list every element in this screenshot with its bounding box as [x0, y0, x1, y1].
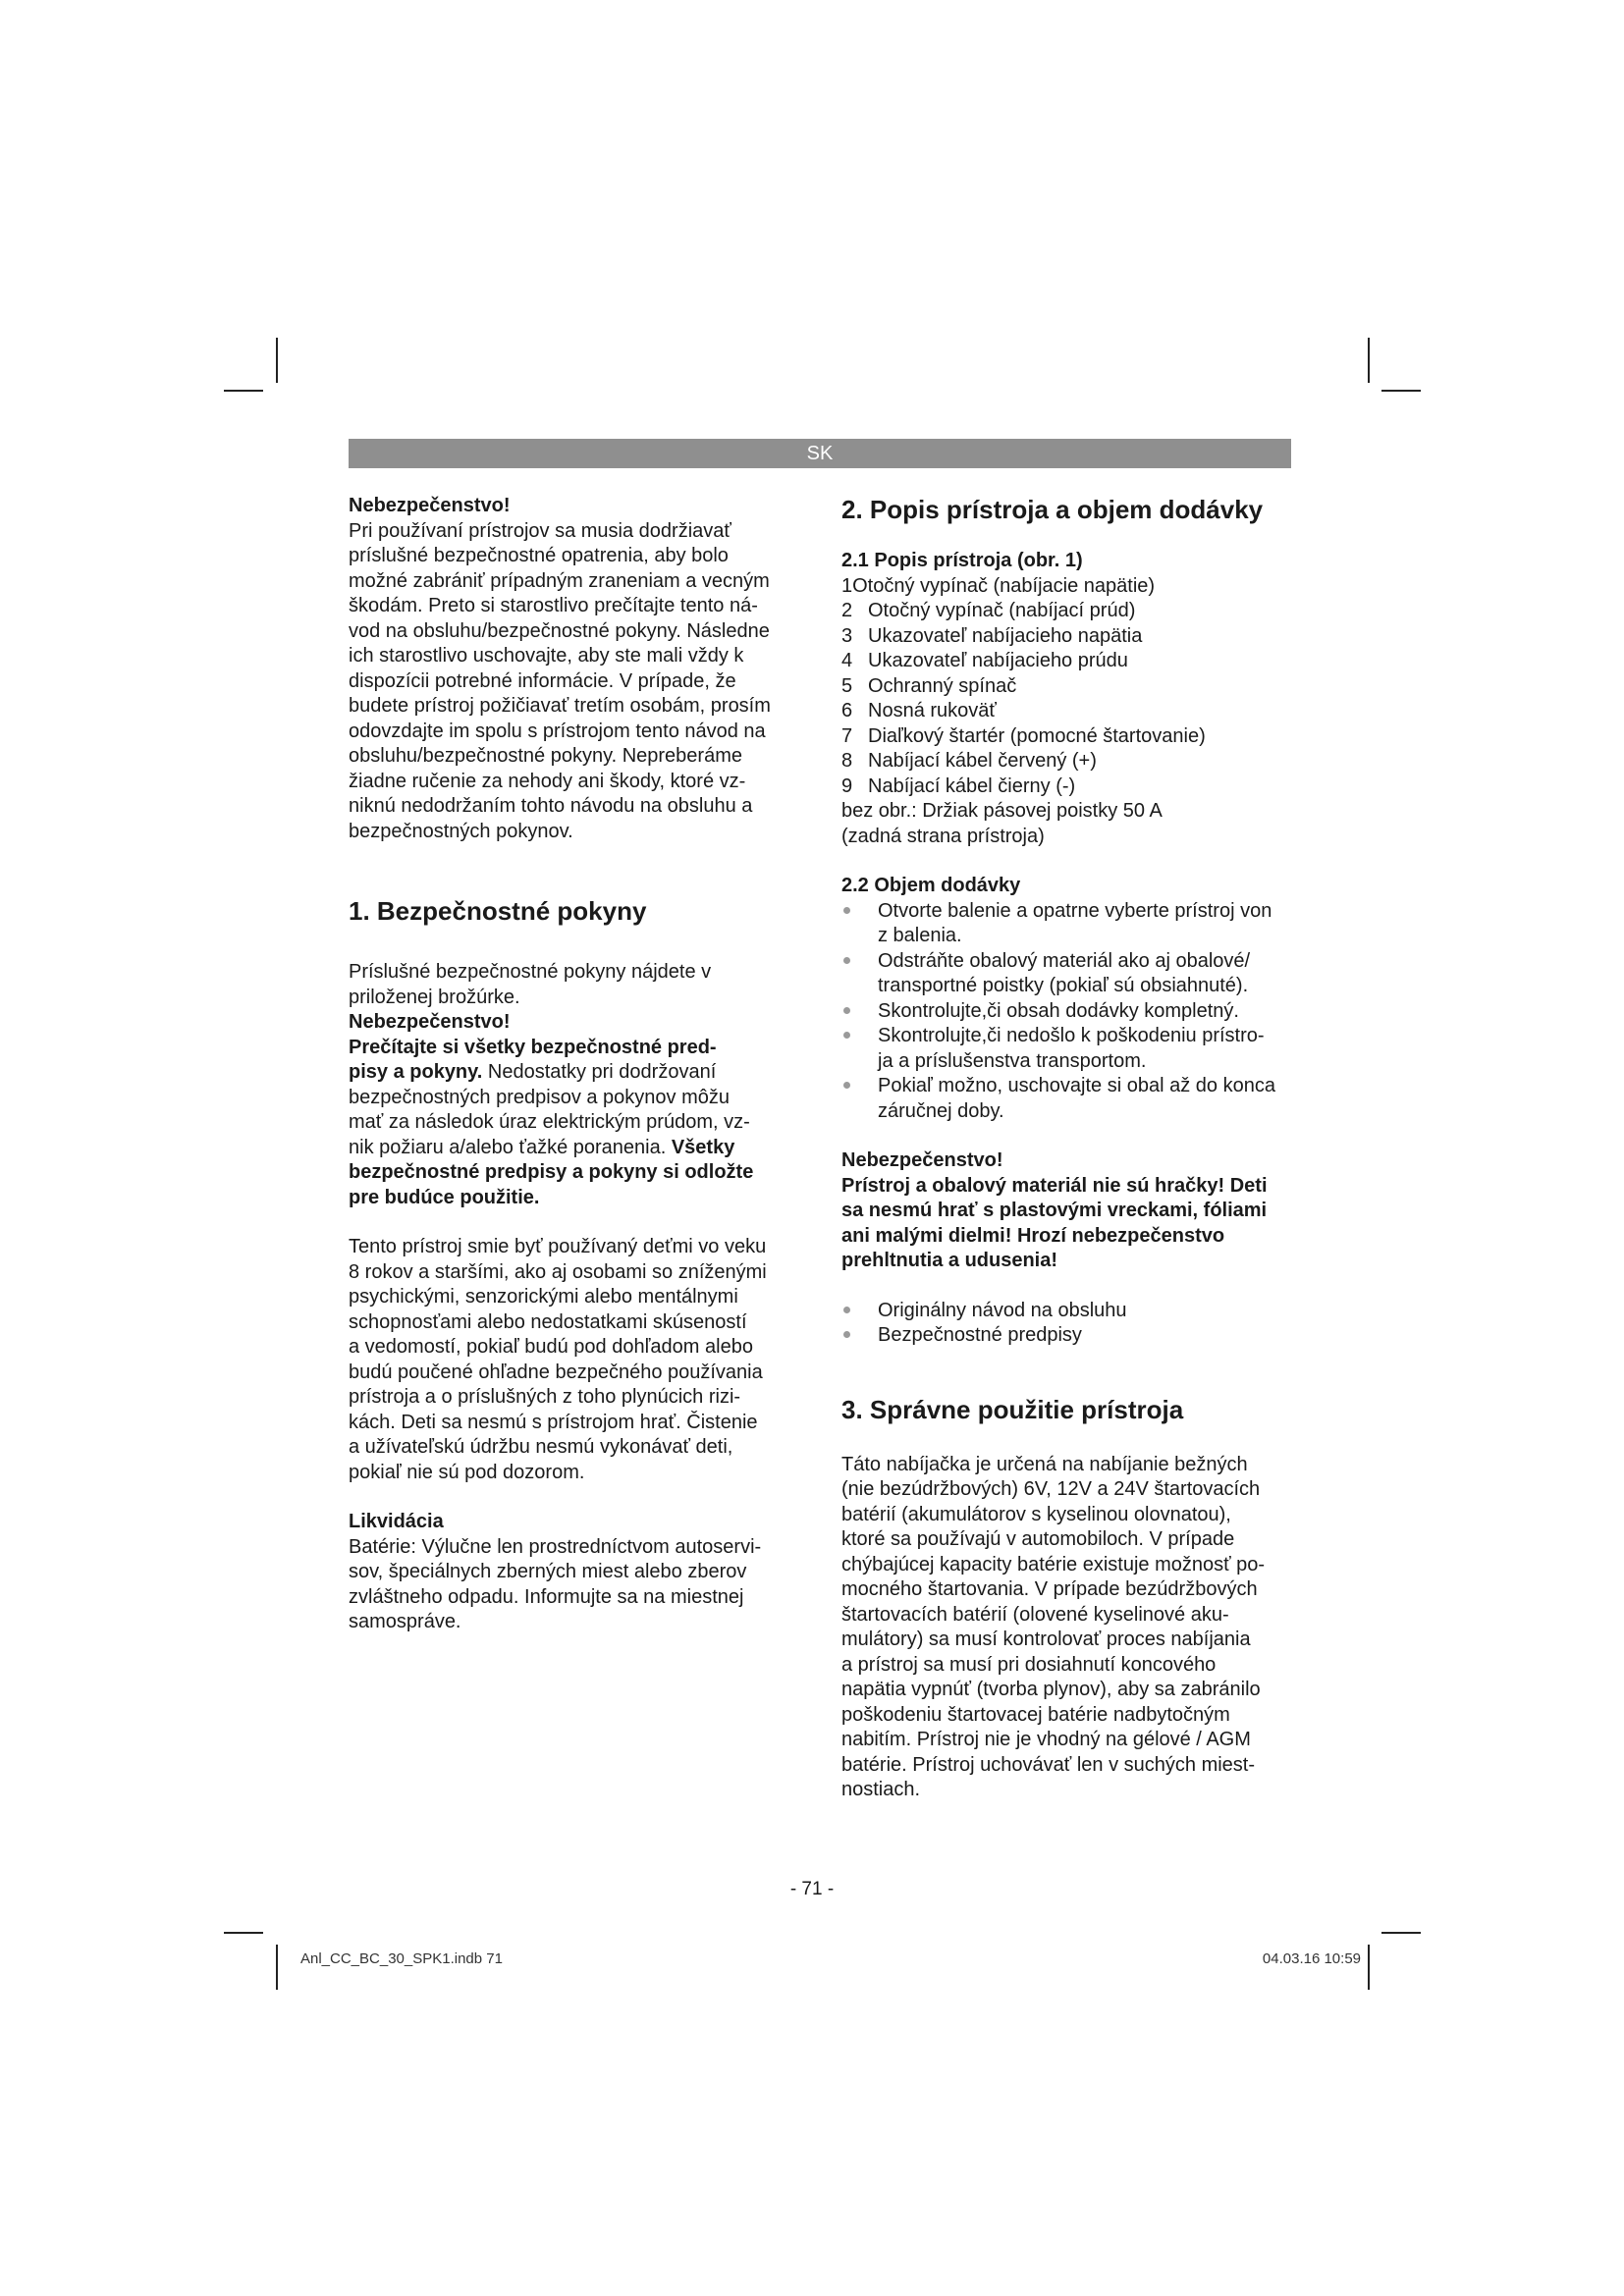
text-line: Príslušné bezpečnostné pokyny nájdete v: [349, 961, 712, 983]
parts-list-item: [841, 649, 1293, 674]
list-item: [841, 1024, 1293, 1074]
crop-mark: [1381, 1932, 1421, 1934]
item-text: Otočný vypínač (nabíjací prúd): [868, 600, 1136, 621]
warning-bold: Všetky: [666, 1136, 735, 1158]
warning-bold: bezpečnostné predpisy a pokyny si odložte: [349, 1161, 754, 1183]
text-line: schopnosťami alebo nedostatkami skúseností: [349, 1310, 747, 1333]
list-item: Originálny návod na obsluhu: [841, 1299, 1293, 1324]
text-line: priloženej brožúrke.: [349, 986, 520, 1008]
subsection-2-2-heading: 2.2 Objem dodávky: [841, 875, 1021, 896]
text-line: bezpečnostných predpisov a pokynov môžu: [349, 1086, 731, 1108]
text-line: vod na obsluhu/bezpečnostné pokyny. Následne: [349, 619, 770, 642]
text-line: (zadná strana prístroja): [841, 825, 1045, 847]
parts-list-item: [841, 749, 1293, 774]
danger-title: Nebezpečenstvo!: [841, 1149, 1003, 1171]
text-line: záručnej doby.: [878, 1099, 1004, 1122]
item-number: 8: [841, 750, 853, 772]
text-line: bezpečnostných pokynov.: [349, 820, 573, 842]
text-line: pokiaľ nie sú pod dozorom.: [349, 1461, 585, 1483]
danger-title: Nebezpečenstvo!: [349, 495, 511, 516]
language-header-bar: [349, 439, 1291, 468]
item-number: 5: [841, 674, 853, 697]
crop-mark: [276, 338, 278, 383]
warning-text: [349, 1060, 800, 1086]
text-line: ja a príslušenstva transportom.: [878, 1049, 1147, 1072]
list-item: [841, 949, 1293, 999]
documents-bullet-list: [841, 1299, 1293, 1349]
item-number: 7: [841, 724, 853, 747]
children-paragraph: [349, 1235, 800, 1485]
parts-list-item: [841, 724, 1293, 750]
warning-bold: sa nesmú hrať s plastovými vreckami, fóliami: [841, 1200, 1268, 1221]
crop-mark: [1381, 390, 1421, 392]
item-number: 4: [841, 650, 853, 671]
item-text: Nosná rukoväť: [868, 700, 997, 721]
item-text: Ukazovateľ nabíjacieho prúdu: [868, 650, 1128, 671]
text-line: a prístroj sa musí pri dosiahnutí koncového: [841, 1653, 1217, 1676]
text-line: poškodeniu štartovacej batérie nadbytočným: [841, 1703, 1230, 1726]
usage-paragraph: [841, 1453, 1293, 1803]
text-line: a vedomostí, pokiaľ budú pod dohľadom alebo: [349, 1336, 753, 1358]
warning-bold: Prístroj a obalový materiál nie sú hračky! Deti: [841, 1174, 1268, 1197]
text-line: ktoré sa používajú v automobiloch. V prípade: [841, 1528, 1235, 1550]
text-line: Pri používaní prístrojov sa musia dodržiavať: [349, 519, 731, 542]
text-line: štartovacích batérií (olovené kyselinové aku-: [841, 1603, 1229, 1626]
text-line: zvláštneho odpadu. Informujte sa na miestnej: [349, 1585, 744, 1608]
text-line: kách. Deti sa nesmú s prístrojom hrať. Čistenie: [349, 1411, 758, 1433]
text-line: z balenia.: [878, 925, 962, 946]
item-text: Ochranný spínač: [868, 674, 1017, 697]
text-line: transportné poistky (pokiaľ sú obsiahnuté).: [878, 975, 1249, 996]
section-3-heading: 3. Správne použitie prístroja: [841, 1394, 1184, 1424]
text-line: odovzdajte im spolu s prístrojom tento návod na: [349, 720, 766, 742]
list-item: [841, 899, 1293, 949]
text-line: psychickými, senzorickými alebo mentálnymi: [349, 1286, 738, 1308]
text-line: batérií (akumulátorov s kyselinou olovnatou),: [841, 1503, 1231, 1525]
text-line: a užívateľskú údržbu nesmú vykonávať deti,: [349, 1436, 733, 1458]
text-line: nabitím. Prístroj nie je vhodný na gélové / AGM: [841, 1729, 1251, 1750]
crop-mark: [1368, 1945, 1370, 1990]
text-line: Pokiaľ možno, uschovajte si obal až do konca: [878, 1075, 1275, 1096]
item-text: Nabíjací kábel čierny (-): [868, 774, 1076, 797]
language-code: SK: [806, 443, 834, 464]
text-line: mulátory) sa musí kontrolovať proces nabíjania: [841, 1629, 1251, 1650]
warning-bold: pre budúce použitie.: [349, 1186, 540, 1208]
text-line: škodám. Preto si starostlivo prečítajte tento ná-: [349, 595, 758, 616]
warning-normal: nik požiaru a/alebo ťažké poranenia.: [349, 1136, 667, 1158]
text-line: Odstráňte obalový materiál ako aj obalové/: [878, 949, 1251, 972]
text-line: budete prístroj požičiavať tretím osobám, prosím: [349, 695, 771, 717]
text-line: budú poučené ohľadne bezpečného používania: [349, 1361, 763, 1383]
parts-list: [841, 599, 1293, 799]
item-text: Ukazovateľ nabíjacieho napätia: [868, 624, 1143, 647]
text-line: príslušné bezpečnostné opatrenia, aby bolo: [349, 545, 729, 566]
item-text: Nabíjací kábel červený (+): [868, 750, 1097, 772]
list-item: [841, 999, 1293, 1025]
left-column: [349, 494, 800, 1635]
text-line: žiadne ručenie za nehody ani škody, ktoré vz-: [349, 770, 746, 792]
text-line: dispozícii potrebné informácie. V prípade, že: [349, 669, 736, 692]
item-text: Diaľkový štartér (pomocné štartovanie): [868, 724, 1206, 747]
text-line: sov, špeciálnych zberných miest alebo zberov: [349, 1561, 747, 1582]
danger-title: Nebezpečenstvo!: [349, 1011, 511, 1033]
parts-list-item: [841, 774, 1293, 800]
text-line: ich starostlivo uschovajte, aby ste mali vždy k: [349, 645, 744, 667]
text-line: niknú nedodržaním tohto návodu na obsluhu a: [349, 795, 753, 817]
parts-list-item: [841, 699, 1293, 724]
text-line: Táto nabíjačka je určená na nabíjanie bežných: [841, 1453, 1248, 1475]
date-slug: 04.03.16 10:59: [1262, 1950, 1361, 1967]
text-line: mať za následok úraz elektrickým prúdom, vz-: [349, 1111, 750, 1133]
list-item: Bezpečnostné predpisy: [841, 1323, 1293, 1349]
text-line: prístroja a o príslušných z toho plynúcich rizi-: [349, 1386, 741, 1408]
item-number: 6: [841, 700, 853, 721]
subsection-2-1-heading: 2.1 Popis prístroja (obr. 1): [841, 550, 1083, 571]
warning-bold: ani malými dielmi! Hrozí nebezpečenstvo: [841, 1224, 1225, 1247]
delivery-bullet-list: [841, 899, 1293, 1125]
text-line: Batérie: Výlučne len prostredníctvom autoservi-: [349, 1535, 762, 1558]
disposal-heading: Likvidácia: [349, 1511, 444, 1532]
text-line: obsluhu/bezpečnostné pokyny. Nepreberáme: [349, 745, 742, 767]
parts-list-item: [841, 624, 1293, 650]
right-column: [841, 494, 1293, 1803]
text-line: možné zabrániť prípadným zraneniam a vecným: [349, 569, 770, 592]
item-number: 3: [841, 624, 853, 647]
parts-list-item: [841, 674, 1293, 700]
text-line: 8 rokov a staršími, ako aj osobami so zníženými: [349, 1260, 767, 1283]
crop-mark: [276, 1945, 278, 1990]
text-line: Skontrolujte,či nedošlo k poškodeniu prístro-: [878, 1025, 1265, 1046]
crop-mark: [1368, 338, 1370, 383]
warning-text: [349, 1136, 800, 1161]
text-line: batérie. Prístroj uchovávať len v suchých miest-: [841, 1753, 1256, 1776]
warning-text: Prečítajte si všetky bezpečnostné pred-: [349, 1036, 717, 1058]
text-line: mocného štartovania. V prípade bezúdržbových: [841, 1578, 1258, 1600]
danger-paragraph: [349, 519, 800, 845]
file-slug: Anl_CC_BC_30_SPK1.indb 71: [300, 1950, 503, 1967]
parts-list-item: 1Otočný vypínač (nabíjacie napätie): [841, 574, 1156, 597]
text-line: Tento prístroj smie byť používaný deťmi vo veku: [349, 1236, 767, 1257]
page-number: - 71 -: [789, 1879, 835, 1899]
warning-normal: Nedostatky pri dodržovaní: [482, 1061, 717, 1083]
warning-bold: pisy a pokyny.: [349, 1061, 483, 1083]
text-line: Otvorte balenie a opatrne vyberte prístroj von: [878, 899, 1272, 922]
warning-bold: prehltnutia a udusenia!: [841, 1250, 1058, 1271]
item-number: 9: [841, 774, 853, 797]
list-item: [841, 1074, 1293, 1124]
text-line: Skontrolujte,či obsah dodávky kompletný.: [878, 999, 1239, 1022]
text-line: chýbajúcej kapacity batérie existuje možnosť po-: [841, 1553, 1266, 1575]
section-2-heading: 2. Popis prístroja a objem dodávky: [841, 495, 1264, 524]
crop-mark: [224, 1932, 263, 1934]
text-line: bez obr.: Držiak pásovej poistky 50 A: [841, 800, 1163, 822]
crop-mark: [224, 390, 263, 392]
parts-list-item: [841, 599, 1293, 624]
text-line: nostiach.: [841, 1779, 921, 1800]
section-1-heading: 1. Bezpečnostné pokyny: [349, 896, 647, 926]
text-line: (nie bezúdržbových) 6V, 12V a 24V štartovacích: [841, 1478, 1261, 1500]
text-line: samospráve.: [349, 1611, 461, 1632]
item-number: 2: [841, 600, 853, 621]
text-line: napätia vypnúť (tvorba plynov), aby sa zabránilo: [841, 1679, 1261, 1700]
